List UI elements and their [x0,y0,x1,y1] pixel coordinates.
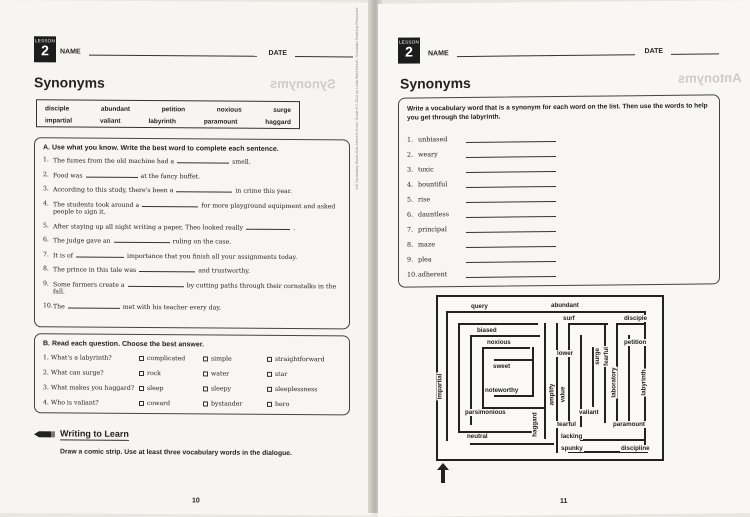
sentence-item [43,156,341,167]
synonym-panel [398,94,720,287]
item-number: 4. [43,199,49,207]
lesson-badge [34,36,56,62]
writing-title: Writing to Learn [60,428,129,439]
question [43,354,139,362]
sentence-after: for more playground equipment and asked people to sign it. [53,201,336,216]
sentence-after: smell. [232,158,251,166]
maze-word: paramount [613,421,645,428]
left-page [0,0,372,516]
option-label: star [275,370,288,379]
answer-blank[interactable] [68,302,120,308]
item-number: 1. [43,156,49,164]
sentence-text [53,185,292,195]
sentence-before: The prince in this tale was [53,266,137,274]
maze-wall [470,335,540,337]
sentence-after: by cutting paths through their cornstalks in the fall. [53,281,337,296]
list-word: unbiased [418,135,448,144]
name-label: NAME [428,50,449,58]
option-label: straightforward [275,355,325,364]
page-title: Synonyms [400,74,471,92]
maze-word: query [471,303,488,310]
question-number: 2. [43,369,49,377]
item-number: 3. [43,185,49,193]
list-word: maze [418,240,436,249]
question-text: Who is valiant? [50,399,99,407]
answer-blank[interactable] [177,157,229,163]
option-label: sleep [147,385,164,393]
maze-word: neutral [467,433,488,440]
maze-word: value [559,386,567,403]
sentence-before: The judge gave an [53,237,111,245]
vocab-word: surge [273,106,291,114]
section-a-panel [34,137,350,329]
pencil-icon [34,428,56,440]
list-word: plea [418,255,432,264]
checkbox[interactable] [203,356,208,361]
answer-blank[interactable] [139,266,195,272]
question-number: 4. [43,399,49,407]
answer-blank[interactable] [76,251,124,257]
checkbox[interactable] [267,402,272,407]
maze-wall [616,323,646,325]
answer-option[interactable] [203,385,267,392]
sentence-item [43,171,341,182]
maze-word: amplify [548,383,556,406]
sentence-before: The fumes from the old machine had a [53,157,175,166]
answer-blank[interactable] [128,280,184,286]
sentence-text [53,302,221,312]
sentence-text [53,251,297,261]
sentence-text [53,171,200,181]
vocab-word: haggard [265,118,291,126]
section-b-heading: B. Read each question. Choose the best answer. [43,340,205,349]
lesson-word: LESSON [398,39,420,45]
maze-word: noteworthy [485,387,519,394]
sentence-after: met with his teacher every day. [122,303,221,312]
item-number: 8. [43,265,49,273]
maze-wall [470,443,554,445]
list-word: rise [418,195,431,204]
maze-word: haggard [531,412,539,437]
sentence-text [53,200,341,218]
vocab-word: disciple [45,104,70,112]
sentence-item [43,185,341,196]
list-word: bountiful [418,180,448,189]
item-number: 1. [407,135,414,144]
item-number: 9. [43,279,49,287]
sentence-before: Some farmers create a [53,280,125,289]
answer-line[interactable] [466,276,556,278]
sentence-after: and trustworthy. [198,267,250,275]
sentence-before: According to this study, there's been a [53,186,174,195]
maze-word: surge [593,348,601,365]
answer-option[interactable] [203,355,267,362]
maze-wall [446,311,646,313]
name-field[interactable] [457,54,635,57]
lesson-number: 2 [41,42,49,59]
synonym-list [407,125,711,278]
answer-blank[interactable] [176,186,232,192]
checkbox[interactable] [139,401,144,406]
item-number: 9. [407,255,414,264]
maze-word: labyrinth [640,369,648,396]
maze-word: surf [563,315,575,322]
sentence-before: It is of [53,251,74,260]
answer-option[interactable] [139,400,203,407]
sentence-text [53,156,251,166]
sentence-item [43,200,341,218]
maze-word: parsimonious [465,409,506,416]
name-field[interactable] [89,55,257,57]
maze-word: abundant [551,302,579,309]
section-a-items [43,156,341,312]
lesson-number: 2 [405,43,413,60]
maze-wall [544,323,546,439]
page-number: 10 [192,497,200,505]
synonym-item [407,260,711,278]
answer-option[interactable] [139,385,203,392]
option-label: coward [147,400,171,408]
vocab-word: noxious [216,106,242,114]
list-word: weary [418,150,438,159]
writing-to-learn [34,428,129,441]
list-word: toxic [418,165,434,174]
answer-option[interactable] [139,355,203,362]
item-number: 10. [43,301,53,309]
maze-wall [482,347,530,349]
answer-option[interactable] [267,401,337,408]
date-field[interactable] [295,56,353,57]
writing-prompt: Draw a comic strip. Use at least three vocabulary words in the dialogue. [60,448,292,458]
date-label: DATE [644,47,664,56]
question-text: What can surge? [50,369,104,377]
lesson-word: LESSON [34,38,56,44]
sentence-text [53,265,250,275]
maze-word: valiant [579,409,599,416]
word-box [36,99,300,129]
answer-option[interactable] [203,370,267,377]
sentence-item [43,222,341,233]
item-number: 4. [407,180,414,189]
page-title: Synonyms [34,74,105,91]
item-number: 5. [407,195,414,204]
maze-wall [604,323,606,423]
name-date-bar [60,48,353,57]
vocab-word: petition [161,105,186,113]
page-number: 11 [560,497,568,505]
vocab-word: valiant [99,117,121,125]
date-label: DATE [268,49,288,58]
date-field[interactable] [671,53,719,55]
maze-wall [494,359,534,361]
question [43,384,139,392]
maze-wall [580,439,646,441]
option-label: sleepy [211,385,231,393]
sentence-before: The students took around a [53,200,140,209]
answer-option[interactable] [139,370,203,377]
vocab-word: abundant [100,105,131,113]
maze-word: tearful [557,421,576,428]
section-a-heading: A. Use what you know. Write the best word to complete each sentence. [43,144,279,153]
item-number: 10. [407,270,418,279]
sentence-text [53,236,231,246]
maze-word: impartial [436,373,444,400]
checkbox[interactable] [139,386,144,391]
item-number: 2. [407,150,414,159]
bleed-through-title: Synonyms [270,75,336,92]
labyrinth-maze [436,295,664,461]
question-number: 1. [43,354,49,362]
option-label: sleeplessness [275,385,318,394]
section-b-rows [43,350,341,412]
copyright-credit: 240 Vocabulary Words Kids Need to Know: Grade 6 © 2012 by Linda Ward Beech, Scholastic Teaching Resources [355,7,359,190]
maze-wall [494,395,534,397]
maze-word: fearful [602,347,610,366]
maze-word: sweet [493,363,511,370]
sentence-after: ruling on the case. [172,238,232,246]
question-text: What's a labyrinth? [50,354,112,362]
list-word: principal [418,225,447,234]
lesson-badge [398,37,420,63]
answer-option[interactable] [203,400,267,407]
maze-wall [458,323,460,431]
item-number: 6. [43,236,49,244]
question-row [43,395,341,412]
list-word: dauntless [418,210,450,219]
checkbox[interactable] [267,387,272,392]
name-label: NAME [60,48,81,56]
maze-entry-arrow-icon [437,463,449,483]
maze-wall [482,347,484,407]
section-b-panel [34,333,350,415]
maze-wall [556,323,558,453]
sentence-item [43,302,341,313]
option-label: simple [211,355,232,363]
sentence-before: Food was [53,171,83,180]
sentence-text [53,280,341,298]
checkbox[interactable] [203,401,208,406]
checkbox[interactable] [139,356,144,361]
checkbox[interactable] [203,371,208,376]
sentence-after: . [293,224,296,232]
maze-word: noxious [487,339,511,346]
sentence-after: importance that you finish all your assignments today. [127,252,298,261]
checkbox[interactable] [139,371,144,376]
question-number: 3. [43,384,49,392]
item-number: 7. [43,250,49,258]
answer-option[interactable] [267,386,337,393]
maze-word: spunky [561,445,583,452]
maze-word: lower [557,350,574,357]
checkbox[interactable] [267,372,272,377]
question [43,399,139,407]
option-label: rock [147,370,161,378]
list-word: adherent [418,270,448,279]
answer-blank[interactable] [86,171,138,177]
maze-wall [458,323,538,325]
maze-word: disciple [624,315,648,322]
question-text: What makes you haggard? [50,384,135,392]
option-label: water [211,370,230,378]
question [43,369,139,377]
word-box-row [37,114,299,128]
maze-wall [532,347,534,397]
answer-blank[interactable] [114,237,170,243]
maze-word: biased [477,327,497,334]
maze-wall [568,323,608,325]
checkbox[interactable] [267,357,272,362]
option-label: hero [275,400,290,409]
instructions: Write a vocabulary word that is a synonym for each word on the list. Then use the words to help you get through the labyrinth. [407,102,708,122]
answer-blank[interactable] [246,223,290,229]
sentence-after: at the fancy buffet. [140,172,201,180]
sentence-before: The [53,302,65,310]
answer-option[interactable] [267,371,337,378]
bleed-through-title: Antonyms [678,70,742,86]
vocab-word: impartial [45,116,73,125]
item-number: 8. [407,240,414,249]
answer-blank[interactable] [142,200,198,206]
maze-word: petition [624,339,647,346]
sentence-item [43,251,341,262]
answer-option[interactable] [267,356,337,363]
sentence-item [43,280,341,298]
sentence-item [43,265,341,276]
item-number: 2. [43,170,49,178]
item-number: 7. [407,225,414,234]
sentence-item [43,236,341,247]
maze-word: lacking [561,433,583,440]
item-number: 5. [43,221,49,229]
checkbox[interactable] [203,386,208,391]
sentence-after: in crime this year. [235,187,292,196]
item-number: 3. [407,165,414,174]
maze-wall [568,323,570,427]
item-number: 6. [407,210,414,219]
maze-wall [446,311,448,441]
vocab-word: paramount [203,117,238,126]
option-label: complicated [147,355,186,363]
name-date-bar [428,47,719,57]
vocab-word: labyrinth [148,117,176,125]
maze-wall [628,335,630,425]
sentence-before: After staying up all night writing a paper, Theo looked really [53,222,244,232]
maze-word: discipline [621,445,650,452]
maze-word: laboratory [610,367,618,398]
sentence-text [53,222,295,232]
option-label: bystander [211,400,243,408]
